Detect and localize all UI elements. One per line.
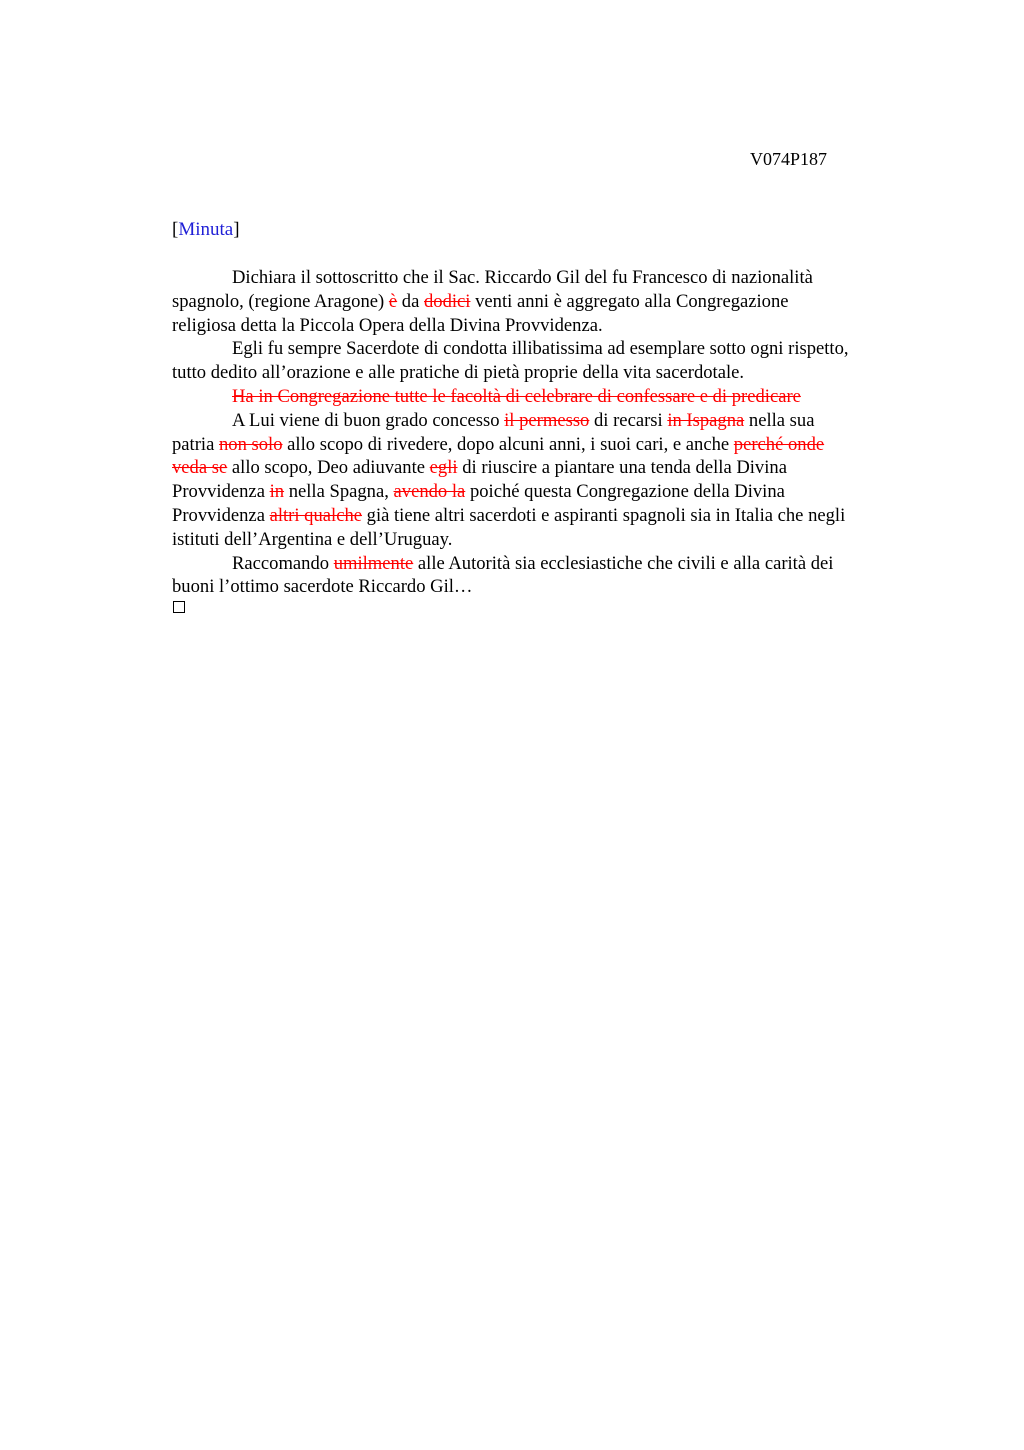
- label-close-bracket: ]: [233, 219, 240, 240]
- deleted-text: in Ispagna: [667, 409, 745, 431]
- deleted-text: è: [388, 290, 398, 312]
- document-body: [172, 266, 924, 599]
- label-word: Minuta: [178, 219, 234, 240]
- deleted-text: umilmente: [333, 552, 414, 574]
- paragraph-deleted-faculties: [172, 385, 924, 409]
- text-span: alle Autorità sia ecclesiastiche che civili e alla carità dei: [413, 552, 834, 574]
- label-open-bracket: [: [172, 219, 179, 240]
- deleted-text: avendo la: [393, 481, 466, 503]
- empty-square-icon: [173, 601, 185, 613]
- text-span: istituti dell’Argentina e dell’Uruguay.: [172, 528, 453, 550]
- text-span: da: [397, 290, 424, 312]
- paragraph-recommendation-line-2: [172, 575, 924, 599]
- deleted-text: il permesso: [504, 409, 590, 431]
- paragraph-permission-line-5: [172, 504, 924, 528]
- text-span: Provvidenza: [172, 481, 270, 503]
- deleted-text: non solo: [218, 433, 283, 455]
- paragraph-permission-line-1: [172, 409, 924, 433]
- text-span: religiosa detta la Piccola Opera della Divina Provvidenza.: [172, 314, 603, 336]
- text-span: nella sua: [744, 409, 815, 431]
- text-span: buoni l’ottimo sacerdote Riccardo Gil…: [172, 576, 473, 598]
- paragraph-declaration-line-3: [172, 314, 924, 338]
- text-span: di riuscire a piantare una tenda della Divina: [457, 457, 787, 479]
- paragraph-permission-line-6: [172, 528, 924, 552]
- document-code: V074P187: [750, 149, 828, 169]
- text-span: Egli fu sempre Sacerdote di condotta illibatissima ad esemplare sotto ogni rispetto,: [232, 338, 849, 360]
- text-span: Dichiara il sottoscritto che il Sac. Riccardo Gil del fu Francesco di nazionalità: [232, 267, 813, 288]
- paragraph-declaration-line-1: [172, 266, 924, 290]
- deleted-text: altri qualche: [269, 504, 362, 526]
- text-span: tutto dedito all’orazione e alle pratiche di pietà proprie della vita sacerdotale.: [172, 362, 745, 384]
- deleted-text: Ha in Congregazione tutte le facoltà di celebrare di confessare e di predicare: [232, 385, 801, 407]
- text-span: nella Spagna,: [284, 481, 394, 503]
- paragraph-recommendation-line-1: [172, 552, 924, 576]
- paragraph-permission-line-3: [172, 456, 924, 480]
- paragraph-declaration-line-2: [172, 290, 924, 314]
- minuta-label: [172, 218, 240, 242]
- paragraph-permission-line-2: [172, 433, 924, 457]
- deleted-text: perché onde: [733, 433, 825, 455]
- text-span: Provvidenza: [172, 504, 270, 526]
- text-span: allo scopo, Deo adiuvante: [227, 457, 430, 479]
- text-span: A Lui viene di buon grado concesso: [232, 409, 505, 431]
- text-span: allo scopo di rivedere, dopo alcuni anni, i suoi cari, e anche: [282, 433, 734, 455]
- text-span: Raccomando: [232, 552, 334, 574]
- text-span: poiché questa Congregazione della Divina: [465, 481, 785, 503]
- paragraph-conduct-line-2: [172, 361, 924, 385]
- deleted-text: veda se: [172, 457, 228, 479]
- text-span: patria: [172, 433, 219, 455]
- text-span: di recarsi: [589, 409, 668, 431]
- deleted-text: in: [269, 481, 285, 503]
- deleted-text: dodici: [424, 290, 471, 312]
- text-span: venti anni è aggregato alla Congregazione: [470, 290, 789, 312]
- paragraph-conduct-line-1: [172, 337, 924, 361]
- text-span: spagnolo, (regione Aragone): [172, 290, 389, 312]
- text-span: già tiene altri sacerdoti e aspiranti spagnoli sia in Italia che negli: [362, 504, 846, 526]
- paragraph-permission-line-4: [172, 480, 924, 504]
- deleted-text: egli: [429, 457, 458, 479]
